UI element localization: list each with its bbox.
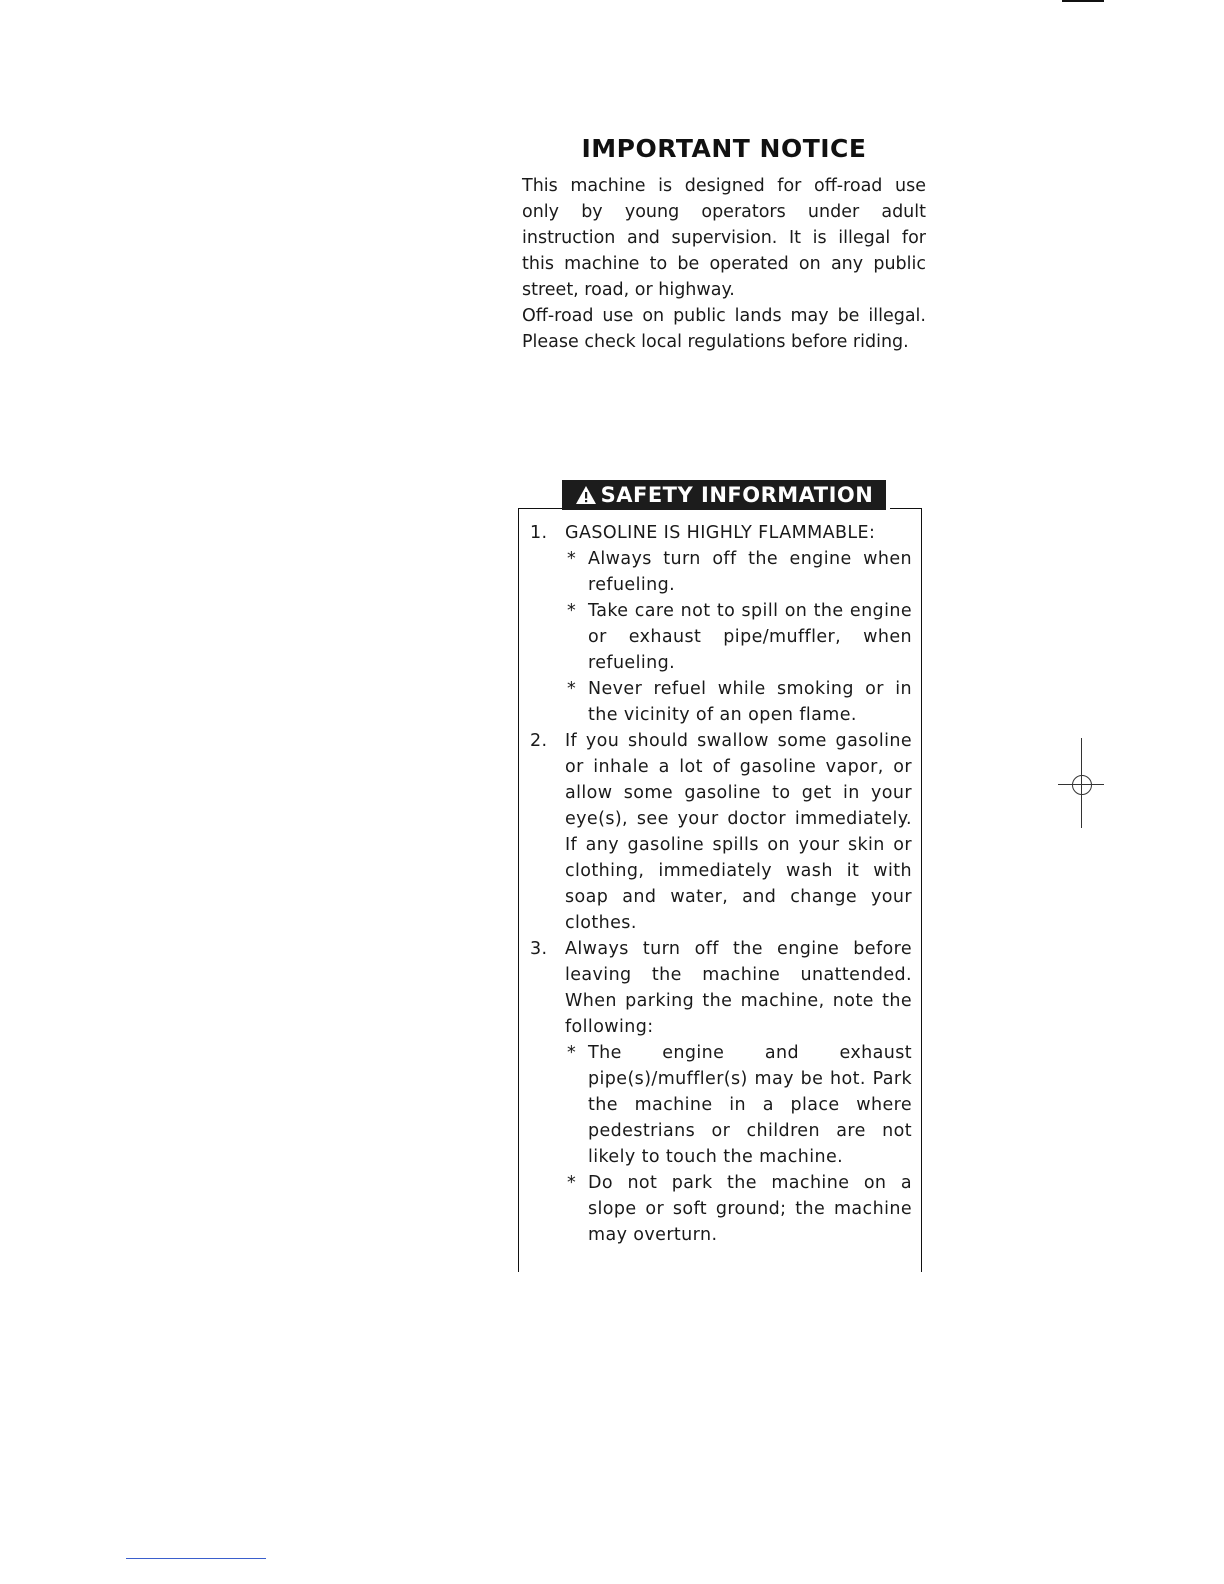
- banner-label: SAFETY INFORMATION: [600, 483, 874, 507]
- notice-paragraph-1: This machine is designed for off-road use only by young operators under adult instruction and supervision. It is illegal for this machine to be operated on any public street, road, or highway.: [522, 176, 926, 300]
- sub-item-marker: *: [567, 1043, 577, 1063]
- notice-title: IMPORTANT NOTICE: [581, 134, 867, 163]
- sub-item: [565, 1040, 912, 1170]
- frame-top-left-line: [518, 508, 562, 509]
- safety-information-section: [518, 480, 922, 1272]
- item-text: If you should swallow some gasoline or inhale a lot of gasoline vapor, or allow some gasoline to get in your eye(s), see your doctor immediately. If any gasoline spills on your skin or clothing, immediately wash it with soap and water, and change your clothes.: [565, 731, 912, 933]
- item-number: 2.: [530, 731, 548, 751]
- sub-item: [565, 676, 912, 728]
- sub-item-marker: *: [567, 1173, 577, 1193]
- sub-item-marker: *: [567, 549, 577, 569]
- sub-item-text: Always turn off the engine when refueling.: [588, 549, 912, 595]
- sub-item-text: Do not park the machine on a slope or soft ground; the machine may overturn.: [588, 1173, 912, 1245]
- sub-item-marker: *: [567, 679, 577, 699]
- frame-left-line: [518, 508, 519, 1272]
- item-text: GASOLINE IS HIGHLY FLAMMABLE:: [565, 523, 876, 543]
- sub-item: [565, 546, 912, 598]
- important-notice-section: [522, 134, 926, 355]
- safety-items-list: [530, 520, 912, 1248]
- registration-mark-circle: [1072, 775, 1092, 795]
- sub-item-marker: *: [567, 601, 577, 621]
- list-item: [530, 728, 912, 936]
- footer-rule: [126, 1558, 266, 1559]
- warning-triangle-icon: [575, 485, 597, 505]
- frame-right-line: [921, 508, 922, 1272]
- sub-item-text: The engine and exhaust pipe(s)/muffler(s) may be hot. Park the machine in a place where pedestrians or children are not likely to touch the machine.: [588, 1043, 912, 1167]
- corner-crop-mark: [1062, 0, 1104, 2]
- item-number: 1.: [530, 523, 548, 543]
- sub-item: [565, 598, 912, 676]
- list-item: [530, 520, 912, 728]
- list-item: [530, 936, 912, 1248]
- safety-information-banner: [562, 480, 886, 510]
- notice-paragraph-2: Off-road use on public lands may be illegal. Please check local regulations before riding.: [522, 306, 926, 352]
- frame-top-right-line: [890, 508, 922, 509]
- item-number: 3.: [530, 939, 548, 959]
- sub-item-text: Never refuel while smoking or in the vicinity of an open flame.: [588, 679, 912, 725]
- item-text: Always turn off the engine before leaving the machine unattended. When parking the machine, note the following:: [565, 939, 912, 1037]
- sub-item: [565, 1170, 912, 1248]
- sub-item-text: Take care not to spill on the engine or exhaust pipe/muffler, when refueling.: [588, 601, 912, 673]
